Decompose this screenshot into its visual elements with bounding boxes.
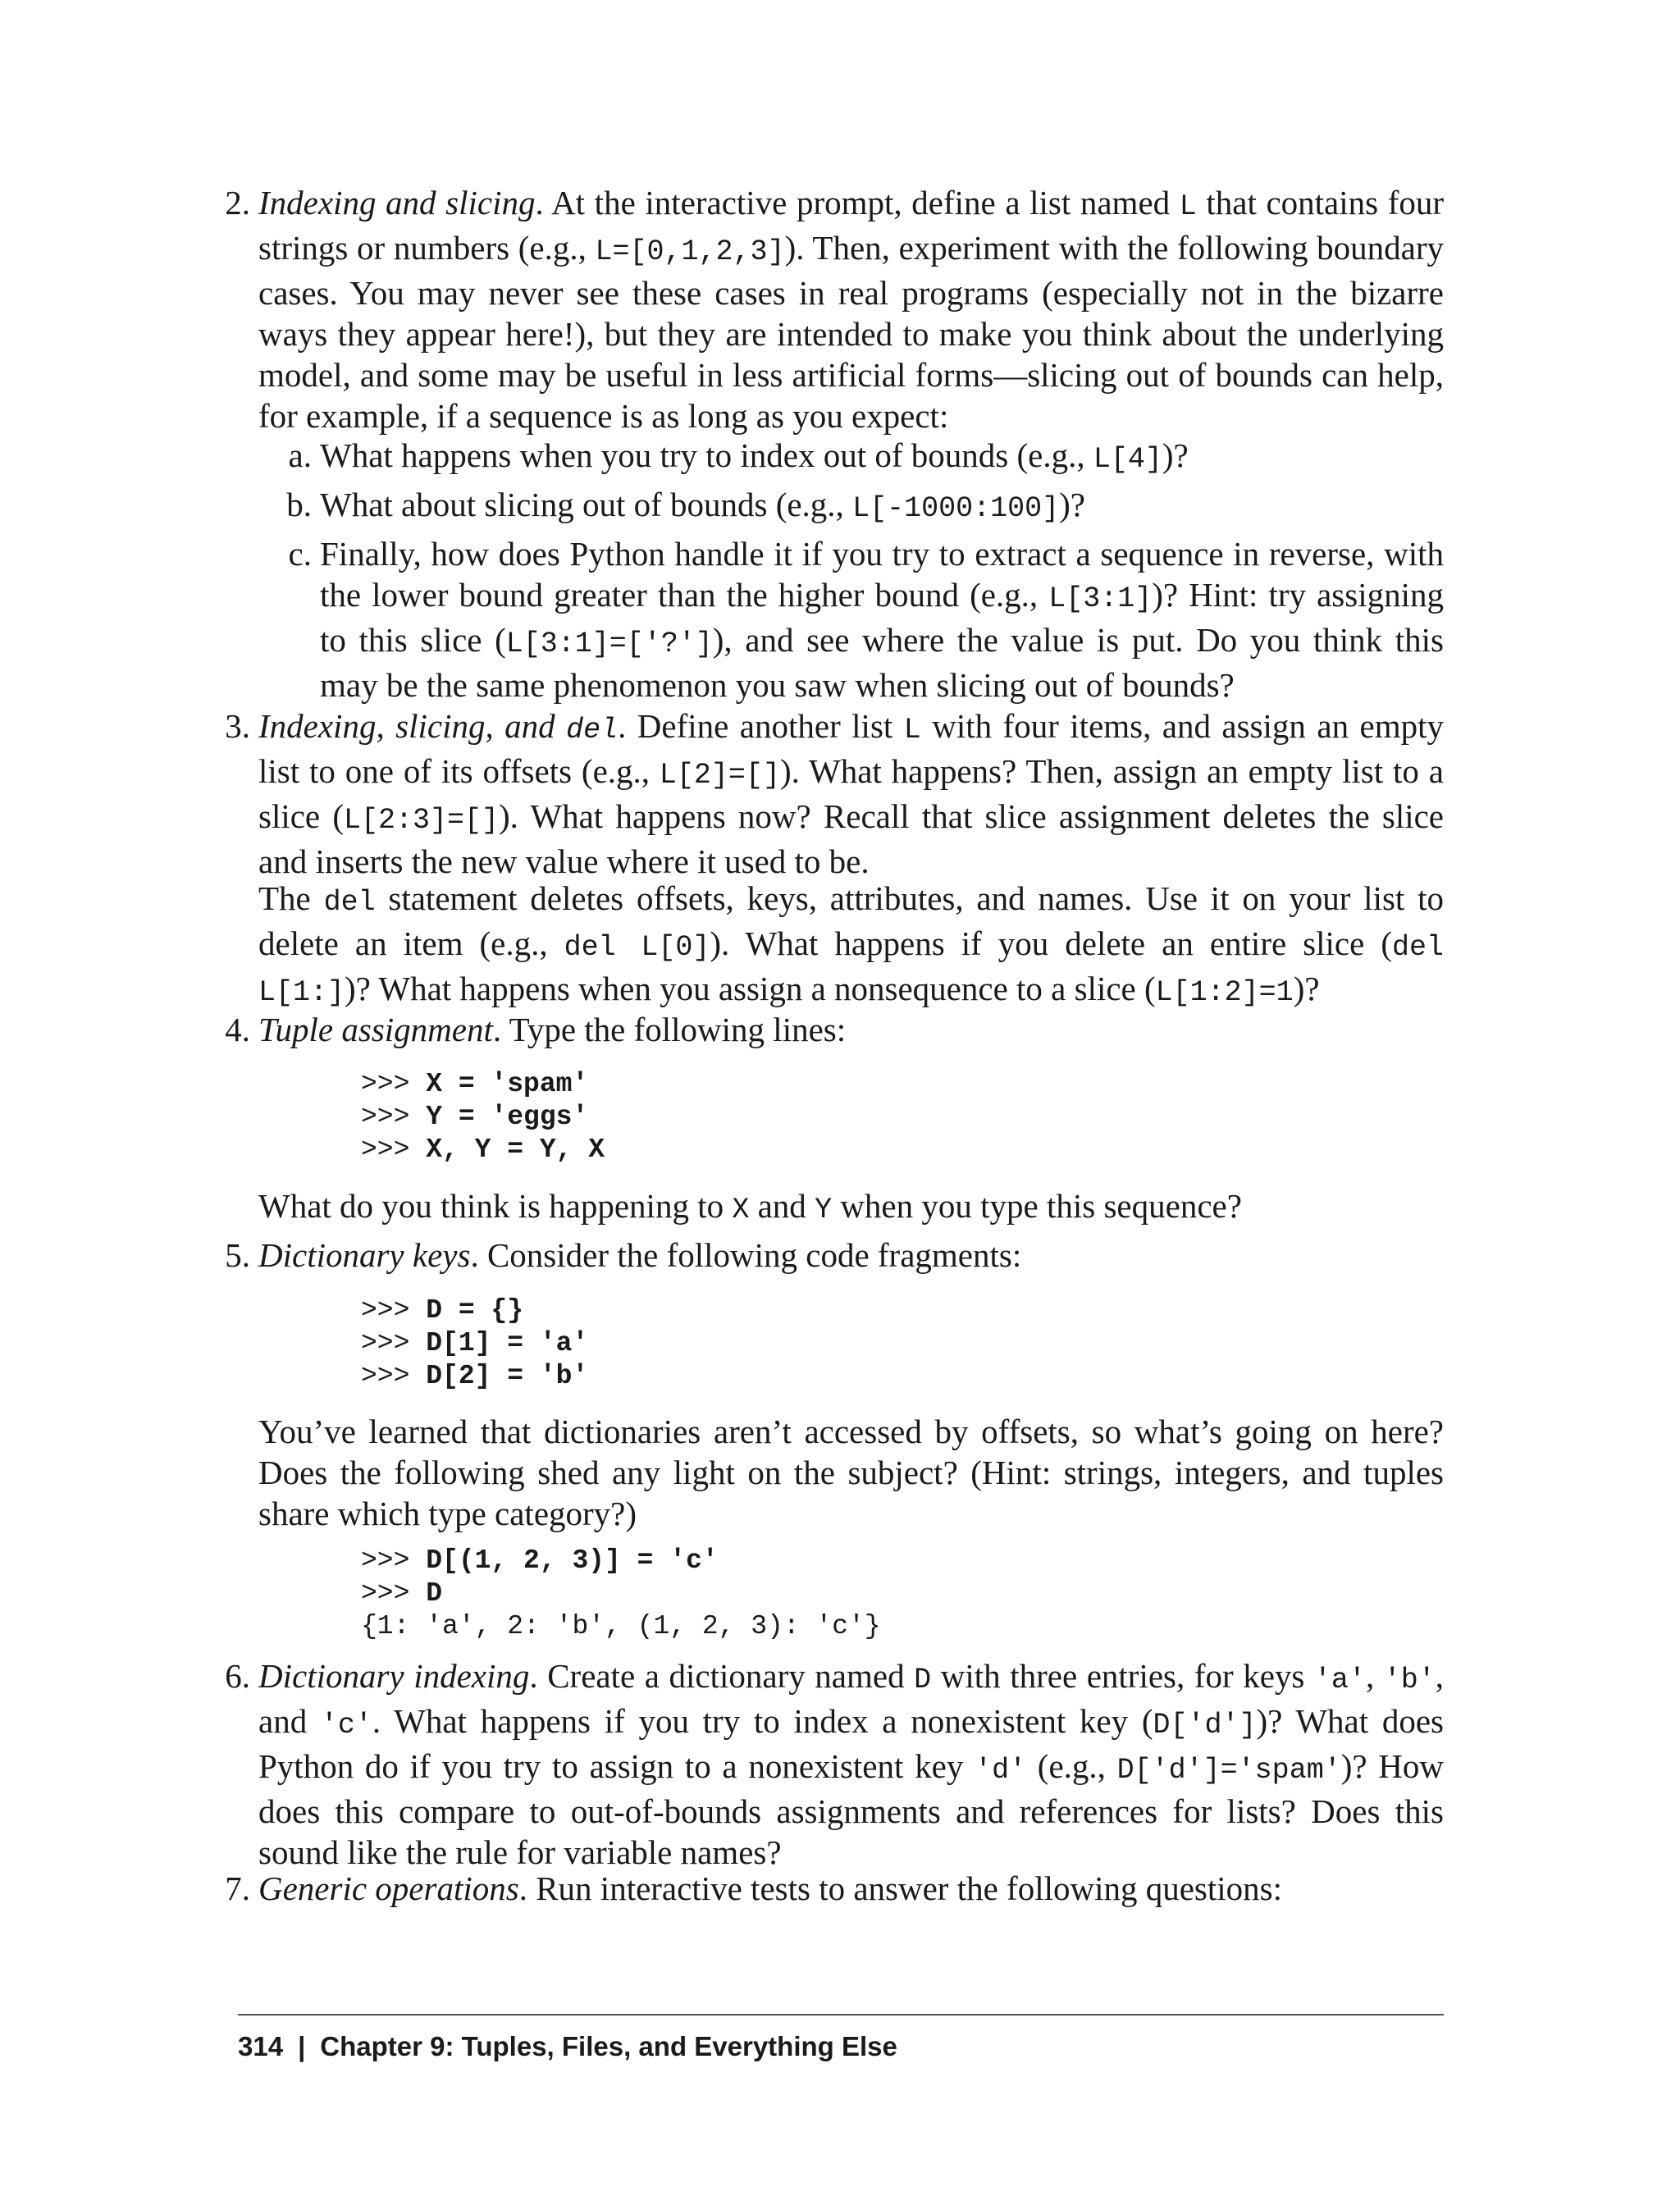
code-inline: L[3:1] [1048,582,1153,615]
item-number: 4. [225,1011,250,1048]
exercise-title: Indexing, slicing, and del [258,707,619,746]
code-inline: 'b' [1383,1664,1436,1696]
footer-rule [238,2014,1444,2016]
code-inline: D['d']='spam' [1116,1754,1341,1787]
page-number: 314 [238,2031,284,2061]
text: )? What happens when you assign a nonsequence to a slice ( [345,970,1156,1007]
code-inline: D [914,1664,932,1696]
code-inline: L[2:3]=[] [344,804,500,837]
subitem-b [286,484,1444,529]
text: , and [258,1657,1445,1740]
exercise-6 [225,1655,1445,1873]
text: What do you think is happening to [258,1187,733,1225]
code-inline: Y [815,1194,833,1226]
exercise-5 [225,1235,1444,1276]
code-inline: del L[1:] [258,931,1444,1009]
code-inline: D['d'] [1153,1709,1257,1742]
text: . Consider the following code fragments: [470,1236,1022,1274]
subitem-letter: a. [288,436,312,474]
code-inline: del [323,886,376,919]
text: . At the interactive prompt, define a list named [535,184,1180,221]
text: and [749,1187,815,1225]
text: . Create a dictionary named [529,1657,915,1695]
exercise-title: Indexing and slicing [258,184,536,221]
exercise-7 [225,1868,1444,1909]
code-inline: L [903,714,921,746]
subitem-a [288,435,1444,480]
text: )? Hint: try assigning to this slice ( [320,576,1444,659]
code-inline: L[1:2]=1 [1155,976,1294,1009]
text: statement deletes offsets, keys, attributes, and names. Use it on your list to delete an item (e.g., [258,879,1445,962]
exercise-title: Dictionary keys [258,1236,471,1274]
text: )? [1293,970,1320,1007]
code-inline: L[2]=[] [659,759,780,792]
subitem-letter: c. [288,535,312,573]
text: )? [1059,486,1085,523]
text: with three entries, for keys [931,1657,1314,1695]
text: What about slicing out of bounds (e.g., [320,486,853,523]
exercise-4 [225,1009,1444,1050]
text: (e.g., [1026,1747,1117,1785]
item-number: 3. [225,707,250,745]
text: . Type the following lines: [492,1011,847,1048]
text: ). What happens if you delete an entire slice ( [710,924,1392,962]
footer-separator: | [298,2031,306,2061]
exercise-5-followup [258,1411,1444,1534]
code-inline: del L[0] [564,931,710,964]
item-number: 5. [225,1236,250,1274]
exercise-title: Tuple assignment [258,1011,493,1048]
text: . What happens if you try to index a nonexistent key ( [372,1702,1153,1740]
code-inline: 'd' [975,1754,1027,1787]
code-inline: L=[0,1,2,3] [595,235,785,268]
exercise-title: Dictionary indexing [258,1657,530,1695]
code-block-tuple: >>> X = 'spam' >>> Y = 'eggs' >>> X, Y = Y, X [361,1069,605,1165]
text: What happens when you try to index out of bounds (e.g., [320,436,1093,474]
exercise-title: Generic operations [258,1869,519,1907]
exercise-3 [225,705,1444,882]
text: )? What does Python do if you try to assign to a nonexistent key [258,1702,1444,1785]
code-inline: X [732,1194,750,1226]
page-footer [238,2031,897,2062]
text: )? [1162,436,1189,474]
item-number: 2. [225,184,250,221]
code-block-dict-2: >>> D[(1, 2, 3)] = 'c' >>> D {1: 'a', 2: 'b', (1, 2, 3): 'c'} [361,1545,881,1641]
text: Finally, how does Python handle it if you try to extract a sequence in reverse, with the lower bound greater than the higher bound (e.g., [320,535,1444,614]
text: ). What happens now? Recall that slice assignment deletes the slice and inserts the new value where it used to be. [258,797,1444,880]
text: ). Then, experiment with the following boundary cases. You may never see these cases in real programs (especially not in the bizarre ways they appear here!), but they are intended to make you think about the underlying model, and some may be useful in less artificial forms—slicing out of bounds can help, for example, if a sequence is as long as you expect: [258,229,1444,435]
exercise-4-followup [258,1185,1444,1230]
exercise-2 [225,182,1444,436]
text: when you type this sequence? [832,1187,1242,1225]
text: ), and see where the value is put. Do you think this may be the same phenomenon you saw when slicing out of bounds? [320,621,1445,704]
item-number: 7. [225,1869,250,1907]
text: that contains four strings or numbers (e.g., [258,184,1444,267]
code-inline: L [1179,190,1197,223]
chapter-title: Chapter 9: Tuples, Files, and Everything Else [320,2031,897,2061]
text: ). What happens? Then, assign an empty list to a slice ( [258,752,1444,835]
subitem-letter: b. [286,486,312,523]
text: The [258,879,324,917]
subitem-c [288,533,1445,705]
text: You’ve learned that dictionaries aren’t accessed by offsets, so what’s going on here? Does the following shed any light on the subject? (Hint: strings, integers, and tuples share which type category?) [258,1413,1444,1532]
text: . Define another list [618,707,904,745]
text: . Run interactive tests to answer the following questions: [518,1869,1283,1907]
code-inline: L[-1000:100] [852,492,1060,525]
item-number: 6. [225,1657,250,1695]
text: , [1365,1657,1384,1695]
code-inline: L[4] [1093,443,1162,476]
code-inline: 'c' [320,1709,372,1742]
code-block-dict-1: >>> D = {} >>> D[1] = 'a' >>> D[2] = 'b' [361,1295,589,1391]
code-inline: 'a' [1313,1664,1366,1696]
text: with four items, and assign an empty list to one of its offsets (e.g., [258,707,1444,790]
code-inline: L[3:1]=['?'] [505,628,713,660]
text: )? How does this compare to out-of-bounds assignments and references for lists? Does this sound like the rule for variable names? [258,1747,1445,1871]
exercise-3-paragraph-2 [258,878,1444,1013]
